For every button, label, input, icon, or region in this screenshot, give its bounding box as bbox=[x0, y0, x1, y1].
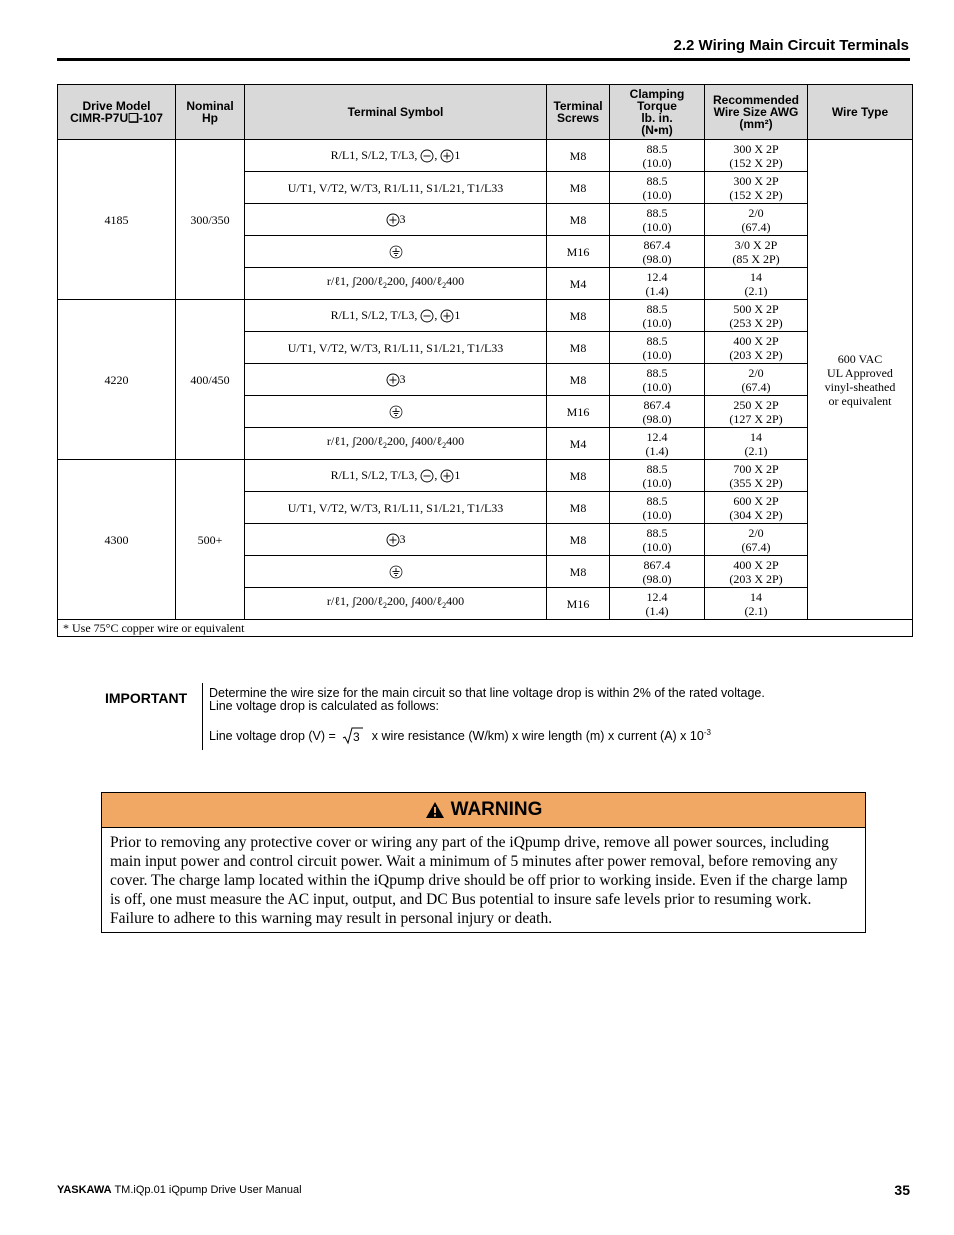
column-header bbox=[610, 85, 705, 140]
terminal-label-text: ℓ bbox=[377, 434, 384, 448]
wire-size-value: 700 X 2P bbox=[733, 461, 779, 476]
column-header-line: Drive Model bbox=[82, 99, 151, 113]
column-header bbox=[705, 85, 808, 140]
clamping-torque-cell bbox=[610, 588, 705, 620]
wire-size-cell bbox=[705, 332, 808, 364]
nominal-hp-cell: 500+ bbox=[176, 460, 245, 620]
wire-size-cell bbox=[705, 492, 808, 524]
terminal-label-text: 400/ bbox=[415, 434, 437, 448]
terminal-symbol-cell bbox=[245, 236, 547, 268]
terminal-label-text: r/ bbox=[326, 274, 335, 288]
wire-size-value: 600 X 2P bbox=[733, 493, 779, 508]
table-row bbox=[58, 460, 913, 492]
terminal-screws-cell: M8 bbox=[547, 204, 610, 236]
column-header-line: Screws bbox=[556, 111, 600, 125]
torque-value: 88.5 bbox=[646, 493, 668, 508]
wire-size-metric: (355 X 2P) bbox=[729, 475, 783, 490]
wire-size-cell bbox=[705, 300, 808, 332]
section-title: 2.2 Wiring Main Circuit Terminals bbox=[673, 37, 909, 54]
terminal-label-text: ʃ bbox=[411, 274, 416, 288]
important-divider bbox=[202, 683, 203, 750]
terminal-label-text: ʃ bbox=[351, 434, 356, 448]
terminal-label-text: 200/ bbox=[355, 274, 378, 288]
column-header-line: (N•m) bbox=[641, 123, 673, 137]
minus-terminal-icon bbox=[420, 149, 434, 163]
plus-terminal-icon bbox=[386, 533, 400, 547]
wire-size-cell bbox=[705, 396, 808, 428]
terminal-symbol-cell: R/L1, S/L2, T/L3, , 1 bbox=[245, 140, 547, 172]
subscript-2: 2 bbox=[383, 601, 388, 610]
clamping-torque-cell bbox=[610, 140, 705, 172]
terminal-label-text: ℓ bbox=[334, 274, 340, 288]
terminal-screws-cell: M8 bbox=[547, 140, 610, 172]
clamping-torque-cell bbox=[610, 460, 705, 492]
torque-value: 88.5 bbox=[646, 525, 668, 540]
wire-size-metric: (203 X 2P) bbox=[729, 571, 783, 586]
terminal-label-text: ʃ bbox=[351, 594, 356, 608]
torque-metric: (1.4) bbox=[645, 603, 669, 618]
wire-size-value: 2/0 bbox=[748, 525, 764, 540]
ground-icon bbox=[389, 245, 403, 259]
terminal-label-text: R/L1, S/L2, T/L3, bbox=[330, 147, 418, 162]
wire-size-value: 500 X 2P bbox=[733, 301, 779, 316]
terminal-label-text: 200, bbox=[387, 274, 409, 288]
terminal-label-text: R/L1, S/L2, T/L3, bbox=[330, 307, 418, 322]
terminal-screws-cell: M16 bbox=[547, 396, 610, 428]
wire-size-metric: (152 X 2P) bbox=[729, 187, 783, 202]
torque-metric: (10.0) bbox=[642, 219, 672, 234]
terminal-screws-cell: M8 bbox=[547, 492, 610, 524]
torque-metric: (10.0) bbox=[642, 539, 672, 554]
torque-value: 88.5 bbox=[646, 205, 668, 220]
column-header-line: Wire Size AWG bbox=[713, 105, 799, 119]
terminal-label-text: 1, bbox=[339, 274, 349, 288]
column-header bbox=[547, 85, 610, 140]
terminal-label-text: R/L1, S/L2, T/L3, bbox=[330, 467, 418, 482]
wire-size-metric: (127 X 2P) bbox=[729, 411, 783, 426]
terminal-label-text: 3 bbox=[399, 211, 406, 226]
wire-size-metric: (67.4) bbox=[741, 539, 771, 554]
wire-size-metric: (67.4) bbox=[741, 219, 771, 234]
terminal-label-text: 1, bbox=[339, 434, 349, 448]
formula-exponent: -3 bbox=[703, 728, 711, 737]
column-header-line: Nominal bbox=[186, 99, 234, 113]
wire-size-metric: (2.1) bbox=[744, 443, 768, 458]
table-footnote-row bbox=[58, 620, 913, 637]
wire-size-metric: (2.1) bbox=[744, 603, 768, 618]
nominal-hp-cell: 300/350 bbox=[176, 140, 245, 300]
plus-terminal-icon bbox=[440, 149, 454, 163]
plus-terminal-icon bbox=[440, 469, 454, 483]
terminal-screws-cell: M8 bbox=[547, 364, 610, 396]
terminal-label-text: 400 bbox=[446, 434, 465, 448]
terminal-label-text: r/ bbox=[326, 594, 335, 608]
clamping-torque-cell bbox=[610, 524, 705, 556]
wire-size-metric: (304 X 2P) bbox=[729, 507, 783, 522]
terminal-symbol-cell bbox=[245, 524, 547, 556]
wire-size-cell bbox=[705, 588, 808, 620]
column-header-line: Wire Type bbox=[831, 105, 889, 119]
nominal-hp-cell: 400/450 bbox=[176, 300, 245, 460]
terminal-label-text: ℓ bbox=[377, 274, 384, 288]
wire-size-metric: (203 X 2P) bbox=[729, 347, 783, 362]
wire-size-cell bbox=[705, 236, 808, 268]
terminal-symbol-cell bbox=[245, 332, 547, 364]
wire-size-cell bbox=[705, 460, 808, 492]
wire-size-cell bbox=[705, 364, 808, 396]
torque-value: 88.5 bbox=[646, 301, 668, 316]
formula-suffix: x wire resistance (W/km) x wire length (m) x current (A) x 10 bbox=[371, 729, 704, 743]
terminal-screws-cell: M8 bbox=[547, 300, 610, 332]
wire-size-value: 14 bbox=[750, 589, 762, 604]
warning-body: Prior to removing any protective cover or wiring any part of the iQpump drive, remove all power sources, including main input power and control circuit power. Wait a minimum of 5 minutes after power removal, before removing any cover. The charge lamp located within the iQpump drive should be off prior to working inside. Even if the charge lamp is off, one must measure the AC input, output, and DC Bus potential to insure safe levels prior to resuming work. Failure to adhere to this warning may result in personal injury or death. bbox=[110, 834, 848, 927]
column-header bbox=[808, 85, 913, 140]
terminal-symbol-cell bbox=[245, 428, 547, 460]
wire-type-cell bbox=[808, 140, 913, 620]
wire-type-line: vinyl-sheathed bbox=[824, 379, 896, 394]
wire-type-line: or equivalent bbox=[828, 393, 892, 408]
subscript-2: 2 bbox=[442, 281, 447, 290]
torque-value: 88.5 bbox=[646, 461, 668, 476]
terminal-symbol-cell: R/L1, S/L2, T/L3, , 1 bbox=[245, 300, 547, 332]
terminal-screws-cell: M8 bbox=[547, 556, 610, 588]
wire-size-cell bbox=[705, 524, 808, 556]
terminal-label-text: 200/ bbox=[355, 594, 378, 608]
clamping-torque-cell bbox=[610, 364, 705, 396]
column-header-line: Hp bbox=[202, 111, 218, 125]
terminal-symbol-cell bbox=[245, 396, 547, 428]
warning-box bbox=[101, 792, 866, 933]
subscript-2: 2 bbox=[442, 601, 447, 610]
wire-type-line: 600 VAC bbox=[837, 351, 883, 366]
torque-metric: (10.0) bbox=[642, 347, 672, 362]
terminal-symbol-cell bbox=[245, 204, 547, 236]
column-header bbox=[245, 85, 547, 140]
torque-value: 867.4 bbox=[643, 397, 671, 412]
table-header-row bbox=[58, 85, 913, 140]
minus-terminal-icon bbox=[420, 309, 434, 323]
wire-size-metric: (85 X 2P) bbox=[732, 251, 780, 266]
clamping-torque-cell bbox=[610, 332, 705, 364]
terminal-label-text: U/T1, V/T2, W/T3, R1/L11, S1/L21, T1/L33 bbox=[287, 500, 504, 515]
drive-model-cell: 4300 bbox=[58, 460, 176, 620]
terminal-screws-cell: M8 bbox=[547, 172, 610, 204]
torque-value: 867.4 bbox=[643, 557, 671, 572]
wire-size-value: 300 X 2P bbox=[733, 141, 779, 156]
wire-size-cell bbox=[705, 204, 808, 236]
clamping-torque-cell bbox=[610, 492, 705, 524]
torque-metric: (1.4) bbox=[645, 283, 669, 298]
torque-metric: (10.0) bbox=[642, 187, 672, 202]
terminal-screws-cell: M4 bbox=[547, 268, 610, 300]
wire-size-value: 3/0 X 2P bbox=[734, 237, 778, 252]
square-root-icon bbox=[342, 727, 364, 745]
terminal-label-text: 400/ bbox=[415, 594, 437, 608]
clamping-torque-cell bbox=[610, 300, 705, 332]
terminal-label-text: ℓ bbox=[377, 594, 384, 608]
terminal-label-text: U/T1, V/T2, W/T3, R1/L11, S1/L21, T1/L33 bbox=[287, 180, 504, 195]
terminal-label-text: ʃ bbox=[411, 434, 416, 448]
torque-metric: (10.0) bbox=[642, 315, 672, 330]
wire-size-cell bbox=[705, 428, 808, 460]
plus-terminal-icon bbox=[440, 309, 454, 323]
clamping-torque-cell bbox=[610, 236, 705, 268]
column-header-line: CIMR-P7U❑-107 bbox=[70, 111, 163, 125]
important-line-1: Determine the wire size for the main circuit so that line voltage drop is within 2% of the rated voltage. bbox=[209, 686, 765, 700]
wire-size-metric: (2.1) bbox=[744, 283, 768, 298]
column-header-line: Recommended bbox=[712, 93, 800, 107]
terminal-screws-cell: M8 bbox=[547, 332, 610, 364]
wire-size-value: 2/0 bbox=[748, 205, 764, 220]
warning-title: WARNING bbox=[450, 799, 543, 820]
terminal-label-text: r/ bbox=[326, 434, 335, 448]
wire-size-value: 250 X 2P bbox=[733, 397, 779, 412]
subscript-2: 2 bbox=[383, 281, 388, 290]
header-rule bbox=[57, 58, 910, 61]
footer-manual-title bbox=[57, 1184, 302, 1196]
terminal-label-text: ℓ bbox=[334, 434, 340, 448]
wiring-spec-table bbox=[57, 84, 913, 637]
terminal-symbol-cell bbox=[245, 268, 547, 300]
sqrt-value: 3 bbox=[353, 730, 360, 744]
column-header bbox=[176, 85, 245, 140]
terminal-symbol-cell: R/L1, S/L2, T/L3, , 1 bbox=[245, 460, 547, 492]
column-header-line: Clamping bbox=[629, 87, 685, 101]
clamping-torque-cell bbox=[610, 204, 705, 236]
important-text bbox=[209, 687, 849, 745]
table-footnote: * Use 75°C copper wire or equivalent bbox=[58, 620, 913, 637]
subscript-2: 2 bbox=[442, 441, 447, 450]
important-label: IMPORTANT bbox=[105, 690, 188, 706]
torque-metric: (10.0) bbox=[642, 475, 672, 490]
column-header-line: (mm²) bbox=[739, 117, 773, 131]
terminal-symbol-cell bbox=[245, 492, 547, 524]
wire-size-metric: (253 X 2P) bbox=[729, 315, 783, 330]
torque-metric: (10.0) bbox=[642, 379, 672, 394]
terminal-label-text: 400 bbox=[446, 274, 465, 288]
terminal-label-text: ℓ bbox=[436, 594, 443, 608]
clamping-torque-cell bbox=[610, 172, 705, 204]
terminal-label-text: 1 bbox=[454, 467, 461, 482]
terminal-label-text: 1 bbox=[454, 147, 461, 162]
terminal-label-text: ʃ bbox=[351, 274, 356, 288]
terminal-label-text: ℓ bbox=[436, 274, 443, 288]
column-header-line: Terminal bbox=[553, 99, 603, 113]
torque-metric: (1.4) bbox=[645, 443, 669, 458]
torque-value: 88.5 bbox=[646, 141, 668, 156]
terminal-symbol-cell bbox=[245, 588, 547, 620]
plus-terminal-icon bbox=[386, 213, 400, 227]
clamping-torque-cell bbox=[610, 396, 705, 428]
warning-triangle-icon bbox=[425, 801, 445, 819]
column-header bbox=[58, 85, 176, 140]
torque-metric: (98.0) bbox=[642, 571, 672, 586]
column-header-line: Terminal Symbol bbox=[347, 105, 444, 119]
page-number: 35 bbox=[894, 1182, 910, 1198]
wire-size-value: 400 X 2P bbox=[733, 557, 779, 572]
important-line-2: Line voltage drop is calculated as follows: bbox=[209, 699, 439, 713]
terminal-label-text: 200, bbox=[387, 594, 409, 608]
terminal-label-text: 400 bbox=[446, 594, 465, 608]
wire-type-line: UL Approved bbox=[827, 365, 893, 380]
subscript-2: 2 bbox=[383, 441, 388, 450]
terminal-label-text: ℓ bbox=[334, 594, 340, 608]
terminal-label-text: 1 bbox=[454, 307, 461, 322]
clamping-torque-cell bbox=[610, 268, 705, 300]
terminal-label-text: 200/ bbox=[355, 434, 378, 448]
terminal-label-text: 3 bbox=[399, 531, 406, 546]
drive-model-cell: 4220 bbox=[58, 300, 176, 460]
plus-terminal-icon bbox=[386, 373, 400, 387]
footer-brand: YASKAWA bbox=[57, 1184, 112, 1196]
torque-metric: (98.0) bbox=[642, 411, 672, 426]
terminal-label-text: ʃ bbox=[411, 594, 416, 608]
terminal-symbol-cell bbox=[245, 172, 547, 204]
terminal-label-text: 3 bbox=[399, 371, 406, 386]
wire-size-value: 400 X 2P bbox=[733, 333, 779, 348]
terminal-label-text: U/T1, V/T2, W/T3, R1/L11, S1/L21, T1/L33 bbox=[287, 340, 504, 355]
terminal-label-text: 1, bbox=[339, 594, 349, 608]
clamping-torque-cell bbox=[610, 428, 705, 460]
terminal-label-text: 200, bbox=[387, 434, 409, 448]
wire-size-value: 14 bbox=[750, 269, 762, 284]
wire-size-cell bbox=[705, 556, 808, 588]
ground-icon bbox=[389, 565, 403, 579]
torque-value: 12.4 bbox=[646, 429, 668, 444]
terminal-screws-cell: M8 bbox=[547, 524, 610, 556]
terminal-symbol-cell bbox=[245, 556, 547, 588]
ground-icon bbox=[389, 405, 403, 419]
terminal-symbol-cell bbox=[245, 364, 547, 396]
minus-terminal-icon bbox=[420, 469, 434, 483]
column-header-line: lb. in. bbox=[641, 111, 673, 125]
torque-value: 867.4 bbox=[643, 237, 671, 252]
wire-size-value: 14 bbox=[750, 429, 762, 444]
table-row bbox=[58, 300, 913, 332]
terminal-label-text: ℓ bbox=[436, 434, 443, 448]
table-row bbox=[58, 140, 913, 172]
torque-value: 88.5 bbox=[646, 365, 668, 380]
wire-size-cell bbox=[705, 268, 808, 300]
voltage-drop-formula bbox=[209, 726, 849, 745]
terminal-label-text: 400/ bbox=[415, 274, 437, 288]
wire-size-value: 300 X 2P bbox=[733, 173, 779, 188]
wire-size-metric: (67.4) bbox=[741, 379, 771, 394]
torque-metric: (10.0) bbox=[642, 155, 672, 170]
wire-size-cell bbox=[705, 140, 808, 172]
drive-model-cell: 4185 bbox=[58, 140, 176, 300]
torque-metric: (10.0) bbox=[642, 507, 672, 522]
column-header-line: Torque bbox=[637, 99, 677, 113]
terminal-screws-cell: M4 bbox=[547, 428, 610, 460]
warning-header bbox=[102, 793, 865, 828]
torque-value: 12.4 bbox=[646, 589, 668, 604]
terminal-screws-cell: M16 bbox=[547, 588, 610, 620]
footer-manual: TM.iQp.01 iQpump Drive User Manual bbox=[111, 1184, 302, 1196]
wire-size-metric: (152 X 2P) bbox=[729, 155, 783, 170]
torque-value: 88.5 bbox=[646, 173, 668, 188]
torque-value: 88.5 bbox=[646, 333, 668, 348]
torque-value: 12.4 bbox=[646, 269, 668, 284]
clamping-torque-cell bbox=[610, 556, 705, 588]
wire-size-cell bbox=[705, 172, 808, 204]
wire-size-value: 2/0 bbox=[748, 365, 764, 380]
terminal-screws-cell: M8 bbox=[547, 460, 610, 492]
formula-prefix: Line voltage drop (V) = bbox=[209, 729, 336, 743]
torque-metric: (98.0) bbox=[642, 251, 672, 266]
terminal-screws-cell: M16 bbox=[547, 236, 610, 268]
